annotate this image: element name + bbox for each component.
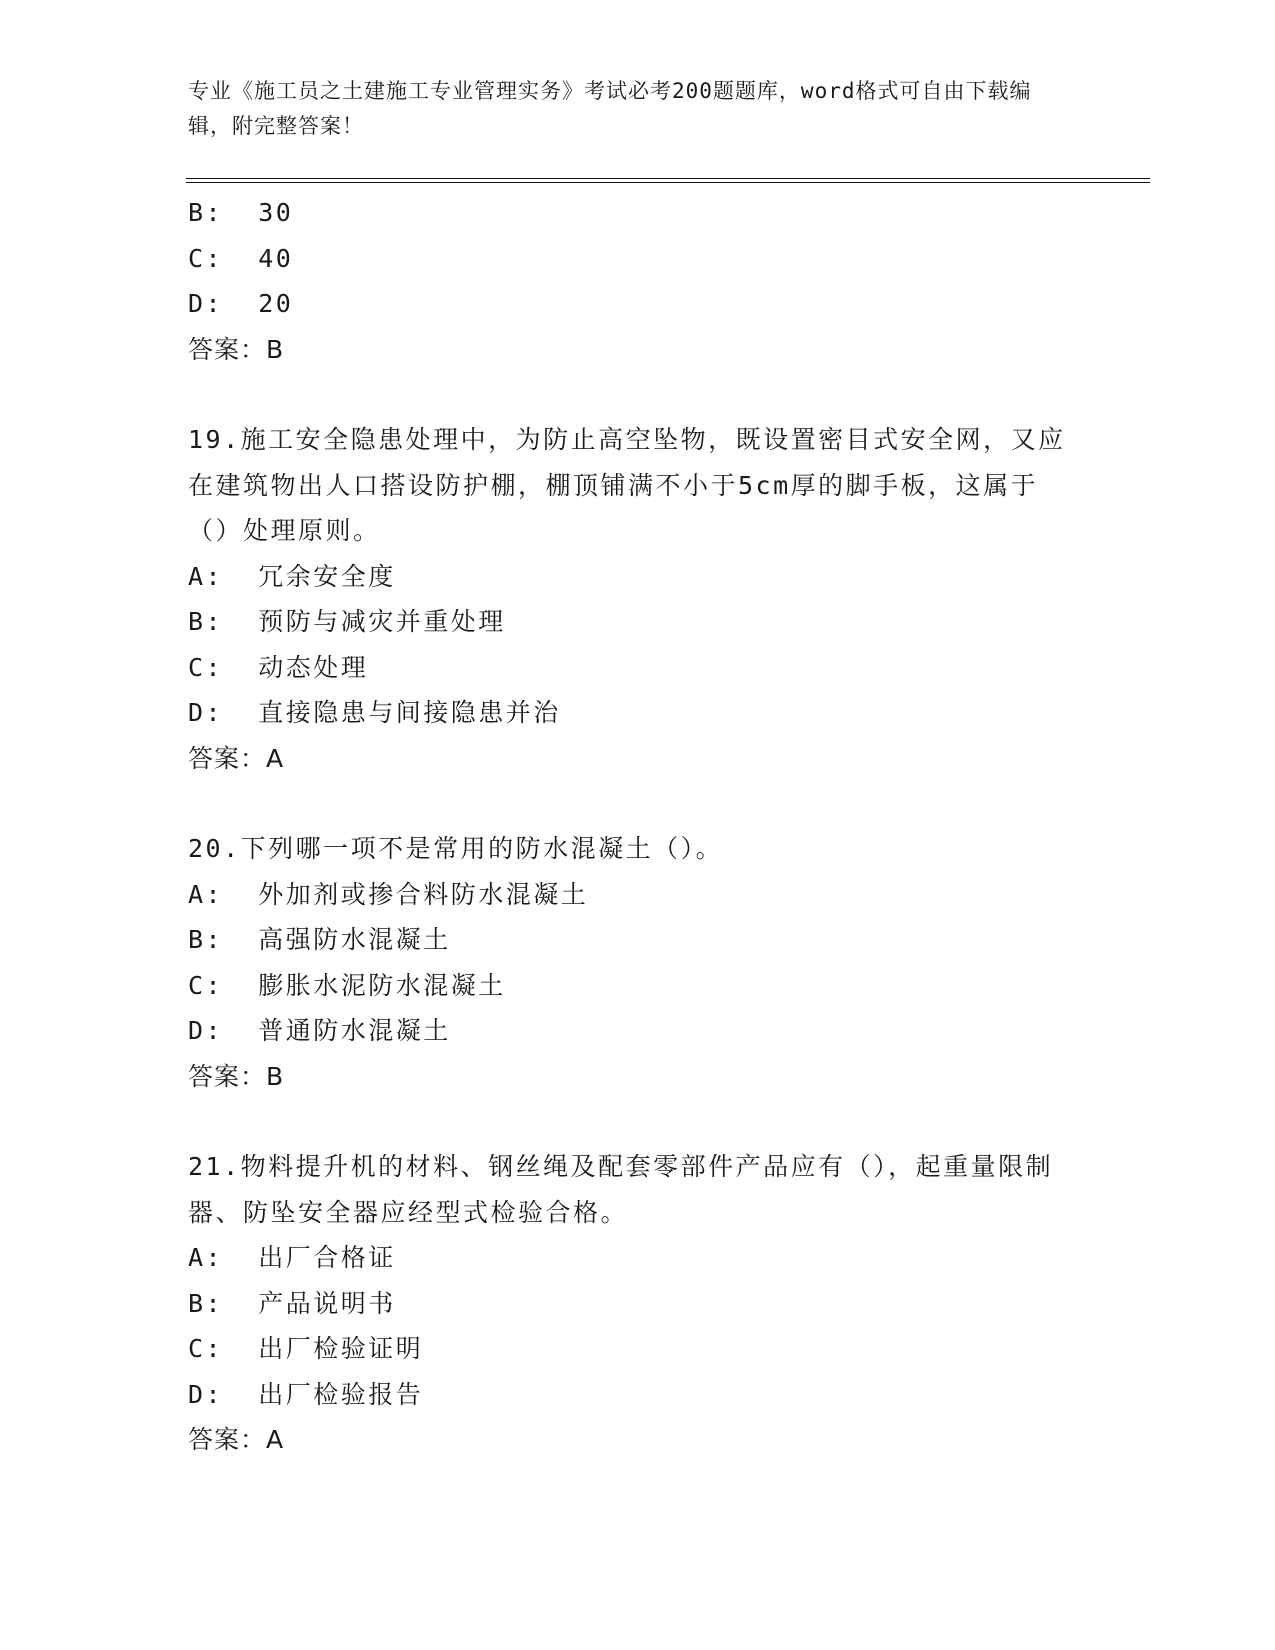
option-c: C: 出厂检验证明: [188, 1334, 424, 1363]
option-b: B: 产品说明书: [188, 1288, 396, 1318]
answer: 答案：B: [188, 1061, 285, 1091]
option-b: B: 预防与减灾并重处理: [188, 607, 506, 636]
option-b: B: 30: [188, 198, 294, 227]
option-d: D: 20: [188, 289, 294, 318]
question-text: 21.物料提升机的材料、钢丝绳及配套零部件产品应有（），起重量限制器、防坠安全器应经型式检验合格。: [188, 1152, 1054, 1227]
option-c: C: 膨胀水泥防水混凝土: [188, 970, 506, 1000]
document-body: [188, 190, 1078, 1463]
page-header: 专业《施工员之土建施工专业管理实务》考试必考200题题库，word格式可自由下载编辑，附完整答案！: [188, 79, 1032, 138]
option-a: A: 外加剂或掺合料防水混凝土: [188, 879, 589, 909]
question-18-continuation: [188, 190, 1078, 372]
question-text: 20.下列哪一项不是常用的防水混凝土（）。: [188, 834, 724, 863]
option-a: A: 冗余安全度: [188, 561, 396, 591]
answer: 答案：A: [188, 743, 285, 773]
option-c: C: 动态处理: [188, 652, 369, 682]
option-c: C: 40: [188, 243, 294, 273]
question-20: [188, 826, 1078, 1099]
question-19: [188, 417, 1078, 781]
option-d: D: 普通防水混凝土: [188, 1016, 451, 1045]
question-21: [188, 1144, 1078, 1463]
answer: 答案：A: [188, 1425, 285, 1454]
option-d: D: 出厂检验报告: [188, 1379, 424, 1409]
question-text: 19.施工安全隐患处理中，为防止高空坠物，既设置密目式安全网，又应在建筑物出人口搭设防护棚，棚顶铺满不小于5cm厚的脚手板，这属于（）处理原则。: [188, 425, 1066, 545]
option-a: A: 出厂合格证: [188, 1243, 396, 1272]
option-b: B: 高强防水混凝土: [188, 925, 451, 954]
answer: 答案：B: [188, 334, 285, 364]
header-divider: [186, 178, 1150, 183]
option-d: D: 直接隐患与间接隐患并治: [188, 698, 561, 727]
